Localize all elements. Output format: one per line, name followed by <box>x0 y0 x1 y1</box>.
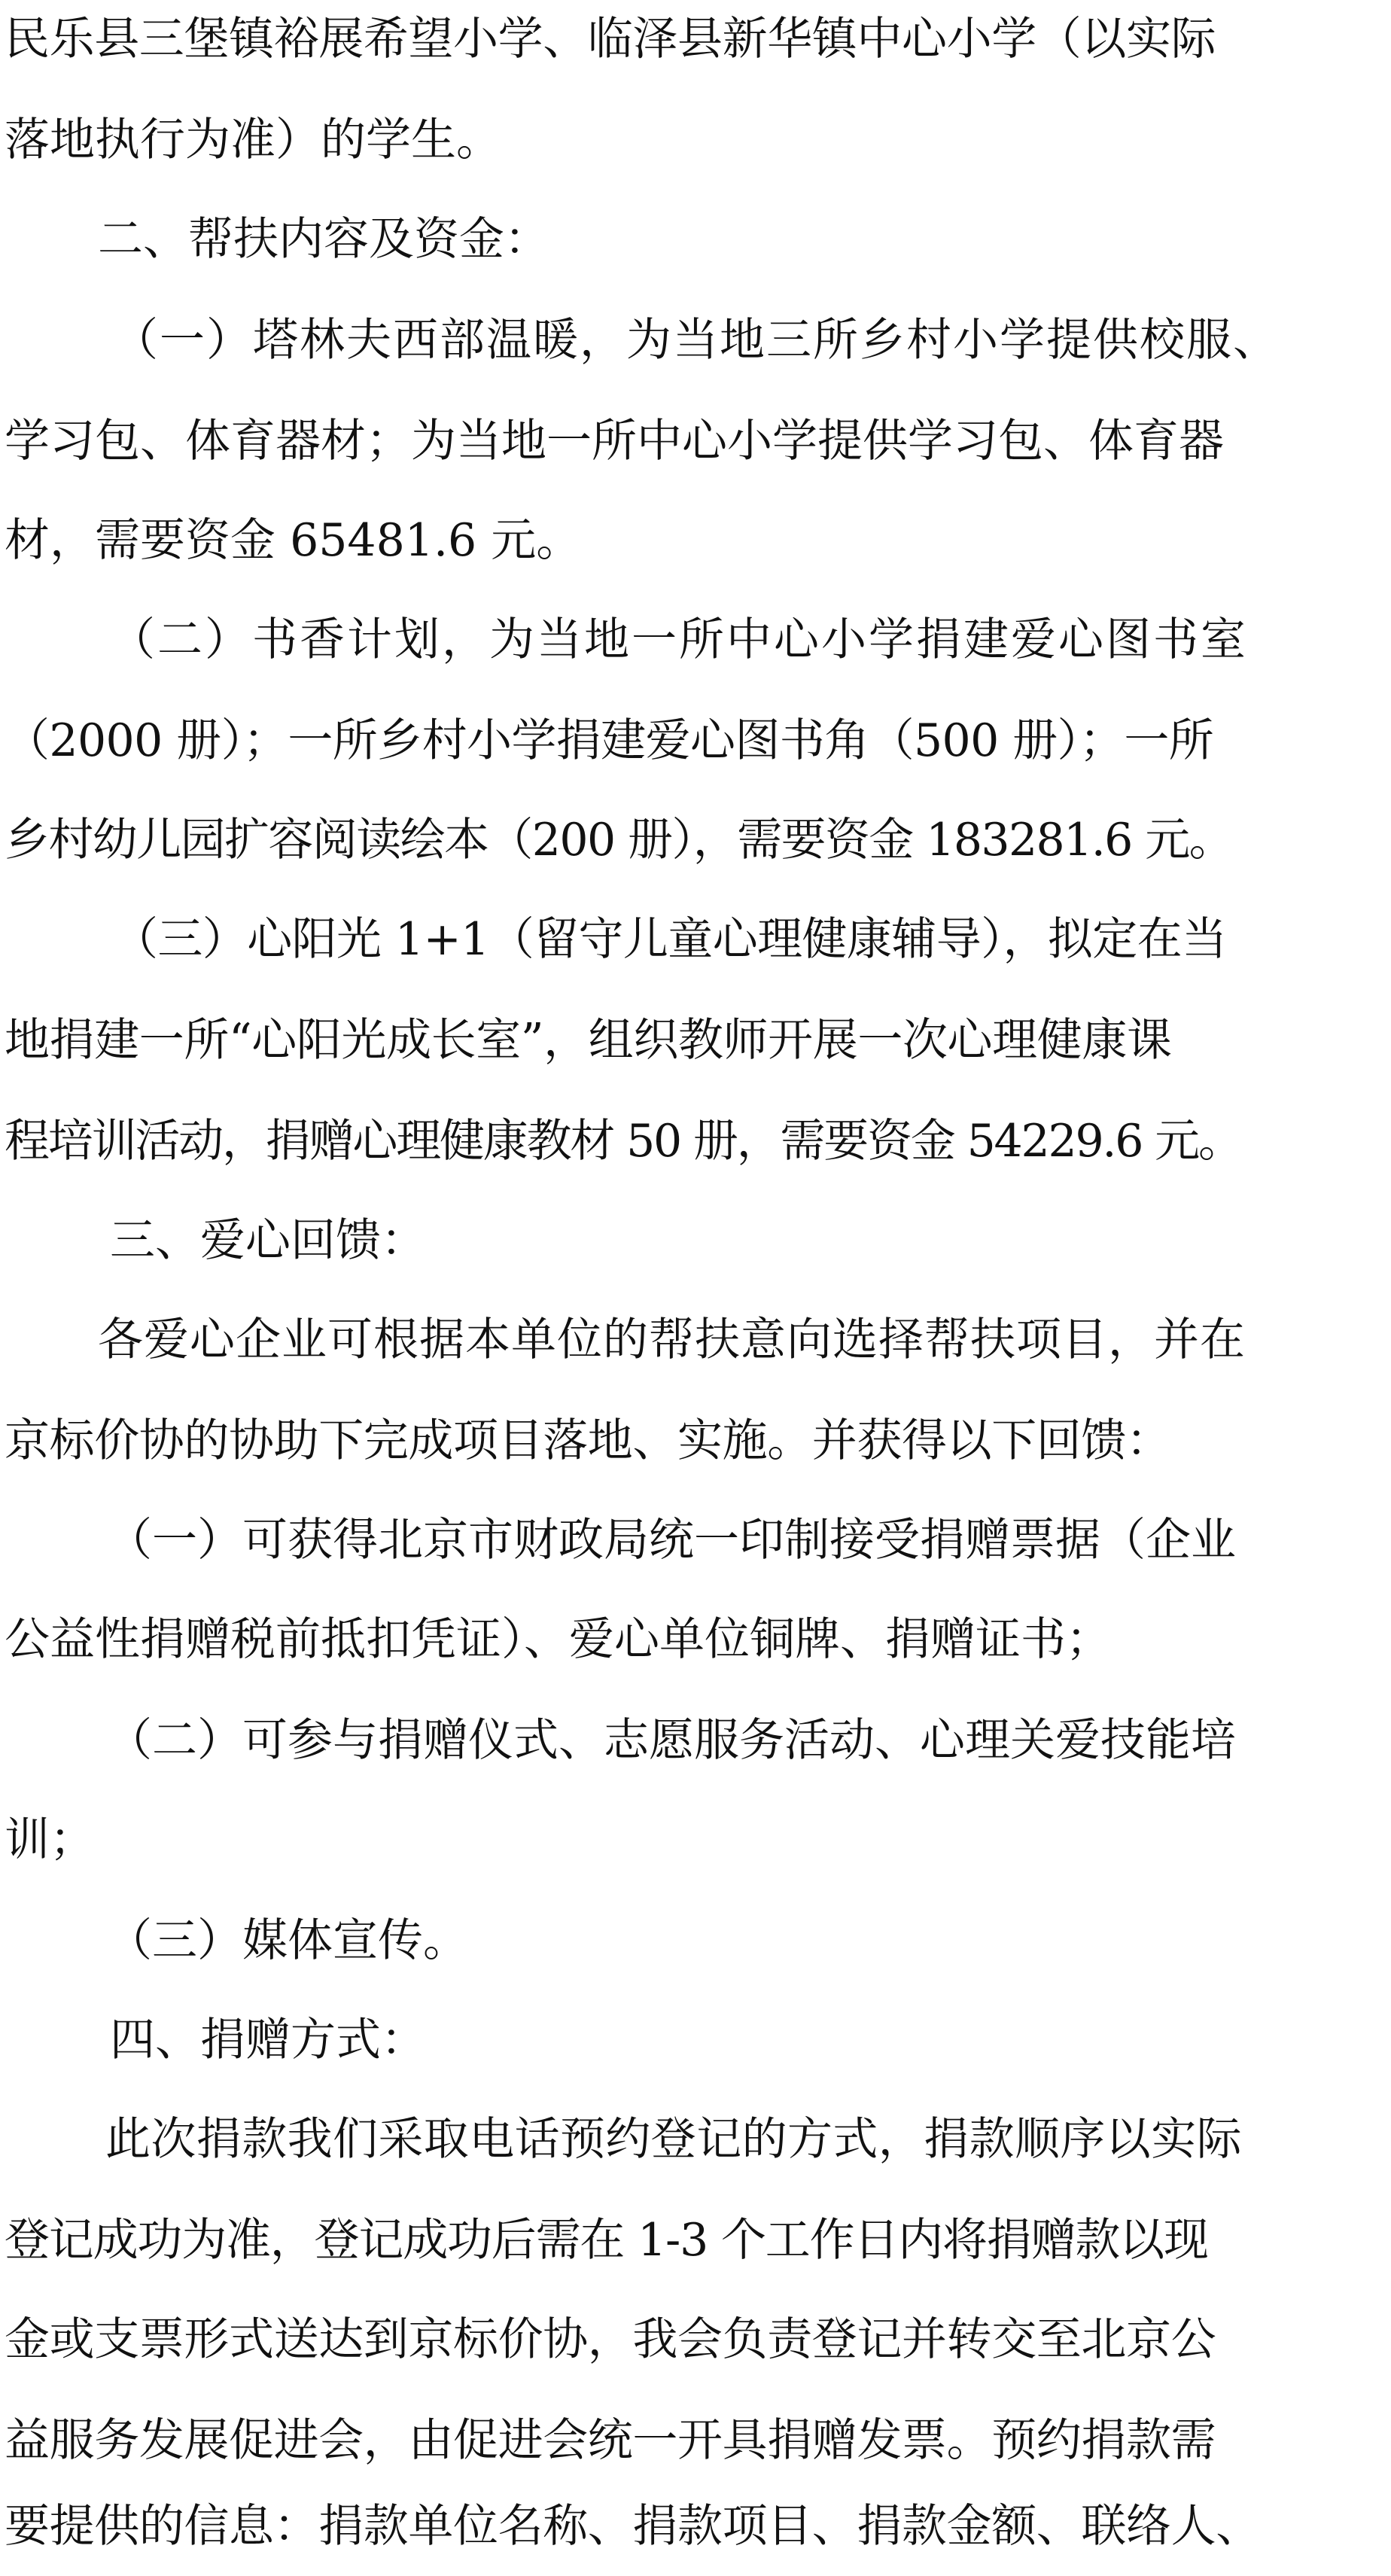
text-line: 益服务发展促进会，由促进会统一开具捐赠发票。预约捐款需 <box>5 2414 1216 2467</box>
text-line: 此次捐款我们采取电话预约登记的方式，捐款顺序以实际 <box>105 2113 1242 2166</box>
text-line: 程培训活动，捐赠心理健康教材 50 册，需要资金 54229.6 元。 <box>5 1115 1242 1168</box>
text-line: 金或支票形式送达到京标价协，我会负责登记并转交至北京公 <box>5 2313 1216 2366</box>
text-line: 地捐建一所“心阳光成长室”，组织教师开展一次心理健康课 <box>5 1014 1172 1067</box>
section-heading: 四、捐赠方式： <box>110 2014 426 2066</box>
text-line: 训； <box>5 1813 95 1866</box>
text-line: （二）书香计划，为当地一所中心小学捐建爱心图书室 <box>110 614 1248 666</box>
text-line: 乡村幼儿园扩容阅读绘本（200 册），需要资金 183281.6 元。 <box>5 814 1234 866</box>
text-line: 登记成功为准，登记成功后需在 1-3 个工作日内将捐赠款以现 <box>5 2214 1208 2267</box>
section-heading: 三、爱心回馈： <box>110 1214 426 1267</box>
text-line: 京标价协的协助下完成项目落地、实施。并获得以下回馈： <box>5 1414 1171 1467</box>
text-line: （2000 册）；一所乡村小学捐建爱心图书角（500 册）；一所 <box>5 714 1214 767</box>
text-line: （一）可获得北京市财政局统一印制接受捐赠票据（企业 <box>107 1514 1236 1567</box>
text-line: 学习包、体育器材；为当地一所中心小学提供学习包、体育器 <box>5 415 1224 467</box>
text-line: 公益性捐赠税前抵扣凭证）、爱心单位铜牌、捐赠证书； <box>5 1613 1111 1666</box>
text-line: （一）塔林夫西部温暖，为当地三所乡村小学提供校服、 <box>113 314 1280 367</box>
text-line: （三）心阳光 1+1（留守儿童心理健康辅导），拟定在当 <box>113 913 1227 966</box>
text-line: 落地执行为准）的学生。 <box>5 114 501 166</box>
text-line: 各爱心企业可根据本单位的帮扶意向选择帮扶项目，并在 <box>98 1314 1246 1366</box>
text-line: （三）媒体宣传。 <box>107 1914 468 1967</box>
text-line: （二）可参与捐赠仪式、志愿服务活动、心理关爱技能培 <box>107 1714 1236 1767</box>
section-heading: 二、帮扶内容及资金： <box>98 213 549 266</box>
text-line: 要提供的信息：捐款单位名称、捐款项目、捐款金额、联络人、 <box>5 2500 1261 2553</box>
text-line: 材，需要资金 65481.6 元。 <box>5 514 582 567</box>
text-line: 民乐县三堡镇裕展希望小学、临泽县新华镇中心小学（以实际 <box>5 13 1216 65</box>
